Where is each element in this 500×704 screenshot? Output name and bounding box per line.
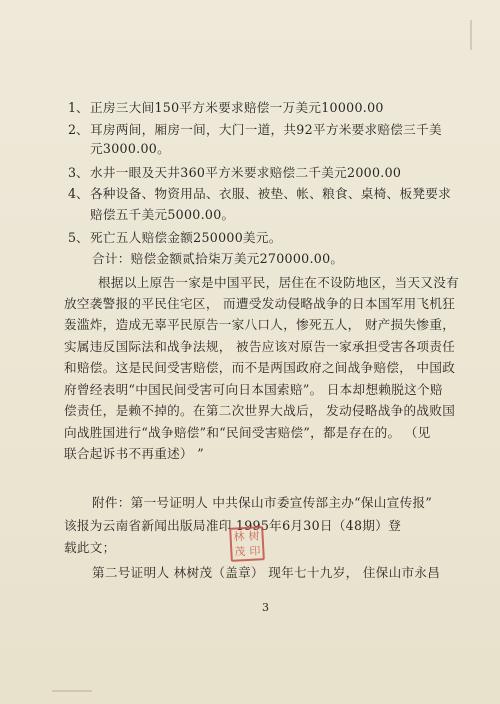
- page-number: 3: [262, 601, 269, 614]
- red-seal-stamp: [229, 526, 265, 562]
- seal-char-2: 树: [248, 529, 260, 543]
- scan-mark: [470, 20, 472, 50]
- total-line: 合计：赔偿金额贰拾柒万美元270000.00。: [92, 251, 344, 266]
- item-3-text: 水井一眼及天井360平方米要求赔偿二千美元2000.00: [90, 165, 402, 180]
- item-5-text: 死亡五人赔偿金额250000美元。: [90, 230, 282, 245]
- attachment-line-1: 附件：第一号证明人 中共保山市委宣传部主办“保山宣传报”: [92, 495, 433, 510]
- item-2-text: 耳房两间，厢房一间，大门一道，共92平方米要求赔偿三千美: [90, 122, 442, 137]
- paragraph-line-8: 向战胜国进行“战争赔偿”和“民间受害赔偿”，都是存在的。 （见: [64, 425, 431, 440]
- item-2-number: 2、: [68, 122, 89, 137]
- item-2-text-cont: 元3000.00。: [90, 141, 170, 156]
- paragraph-line-2: 放空袭警报的平民住宅区， 而遭受发动侵略战争的日本国军用飞机狂: [64, 296, 456, 311]
- paragraph-line-7: 偿责任，是赖不掉的。在第二次世界大战后， 发动侵略战争的战败国: [64, 403, 456, 418]
- paragraph-line-4: 实属违反国际法和战争法规， 被告应该对原告一家承担受害各项责任: [64, 339, 456, 354]
- paragraph-line-9: 联合起诉书不再重述） ”: [64, 446, 204, 461]
- scan-mark: [52, 690, 92, 692]
- seal-char-3: 茂: [234, 545, 246, 559]
- attachment-line-4: 第二号证明人 林树茂（盖章） 现年七十九岁， 住保山市永昌: [92, 565, 441, 580]
- item-1-text: 正房三大间150平方米要求赔偿一万美元10000.00: [90, 100, 384, 115]
- item-4-text-cont: 赔偿五千美元5000.00。: [90, 207, 235, 222]
- paragraph-line-6: 府曾经表明“中国民间受害可向日本国索赔”。 日本却想赖脱这个赔: [64, 382, 443, 397]
- seal-char-1: 林: [233, 530, 245, 544]
- item-4-text: 各种设备、物资用品、衣服、被垫、帐、粮食、桌椅、板凳要求: [90, 186, 452, 201]
- item-3-number: 3、: [68, 165, 89, 180]
- item-4-number: 4、: [68, 186, 89, 201]
- paragraph-line-3: 轰滥炸，造成无辜平民原告一家八口人，惨死五人， 财产损失惨重，: [64, 317, 456, 332]
- paragraph-line-5: 和赔偿。这是民间受害赔偿，而不是两国政府之间战争赔偿， 中国政: [64, 360, 456, 375]
- item-1-number: 1、: [68, 100, 89, 115]
- paragraph-line-1: 根据以上原告一家是中国平民，居住在不设防地区，当天又没有: [98, 275, 460, 290]
- item-5-number: 5、: [68, 230, 89, 245]
- attachment-line-2: 该报为云南省新闻出版局准印 1995年6月30日（48期）登: [64, 518, 401, 533]
- seal-char-4: 印: [249, 544, 261, 558]
- attachment-line-3: 载此文；: [64, 540, 116, 555]
